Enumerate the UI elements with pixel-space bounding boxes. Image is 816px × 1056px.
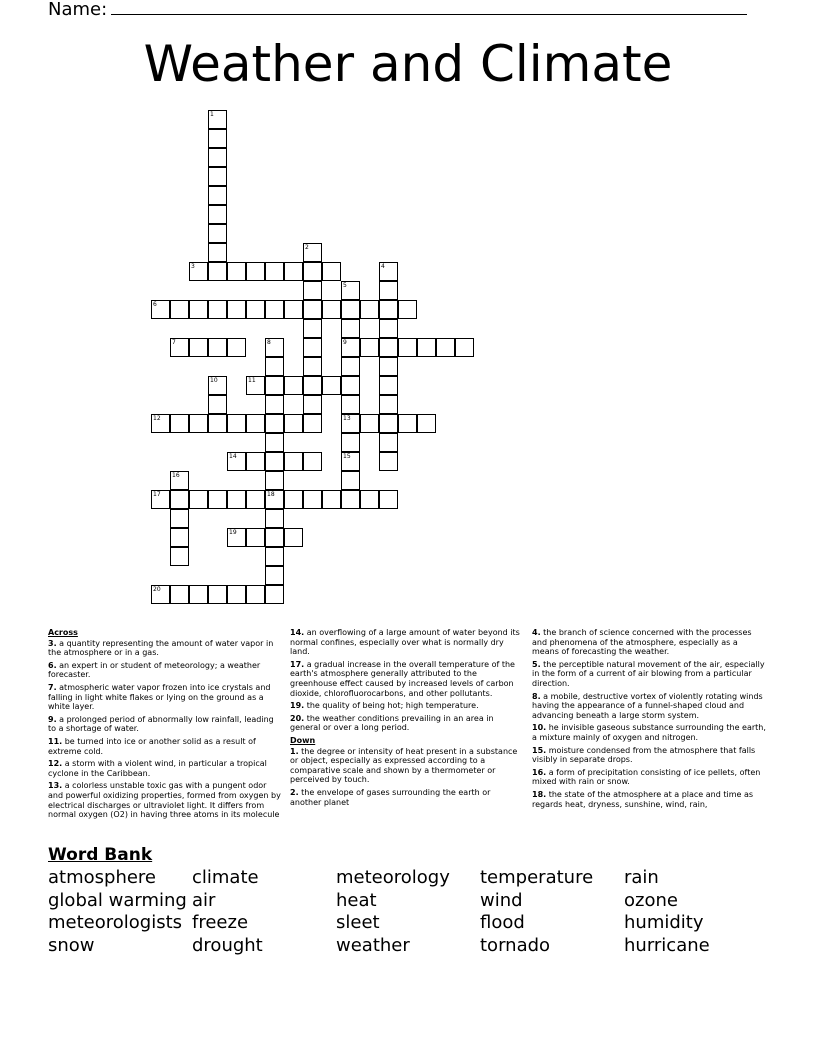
clue-number: 10 — [210, 377, 218, 384]
crossword-cell[interactable] — [208, 395, 227, 414]
crossword-cell[interactable] — [208, 376, 227, 395]
clue-across-19: 19. the quality of being hot; high temperature. — [290, 701, 479, 711]
crossword-cell[interactable] — [341, 357, 360, 376]
crossword-cell[interactable] — [379, 376, 398, 395]
word-bank — [48, 867, 778, 957]
clue-across-13: 13. a colorless unstable toxic gas with a pungent odor and powerful oxidizing properties, formed from oxygen by electrical discharges or ultraviolet light. It differs from normal oxygen (O2) in having three atoms in its molecule — [48, 781, 281, 820]
clue-number: 7 — [172, 339, 176, 346]
word-bank-item: tornado — [480, 934, 551, 956]
crossword-cell[interactable] — [341, 338, 360, 357]
crossword-cell[interactable] — [151, 585, 170, 604]
crossword-cell[interactable] — [265, 509, 284, 528]
crossword-cell[interactable] — [379, 338, 398, 357]
crossword-cell[interactable] — [265, 490, 284, 509]
down-heading: Down — [290, 735, 316, 745]
crossword-cell[interactable] — [246, 262, 265, 281]
crossword-cell[interactable] — [379, 262, 398, 281]
crossword-cell[interactable] — [227, 338, 246, 357]
clue-down-4: 4. the branch of science concerned with the processes and phenomena of the atmosphere, especially as a means of forecasting the weather. — [532, 628, 752, 657]
crossword-cell[interactable] — [151, 414, 170, 433]
crossword-cell[interactable] — [341, 376, 360, 395]
clue-number: 14 — [229, 453, 237, 460]
crossword-cell[interactable] — [208, 243, 227, 262]
name-field — [48, 0, 747, 20]
crossword-cell[interactable] — [303, 452, 322, 471]
crossword-cell[interactable] — [303, 338, 322, 357]
clue-down-8: 8. a mobile, destructive vortex of violently rotating winds having the appearance of a funnel-shaped cloud and advancing beneath a large storm system. — [532, 691, 763, 720]
crossword-cell[interactable] — [246, 528, 265, 547]
word-bank-item: meteorology — [336, 867, 450, 888]
crossword-cell[interactable] — [265, 338, 284, 357]
word-bank-item: sleet — [336, 912, 380, 933]
clue-number: 12 — [153, 415, 161, 422]
clue-down-15: 15. moisture condensed from the atmosphere that falls visibly in separate drops. — [532, 745, 756, 765]
clue-across-14: 14. an overflowing of a large amount of water beyond its normal confines, especially over what is normally dry land. — [290, 628, 520, 657]
crossword-cell[interactable] — [360, 490, 379, 509]
clue-down-1: 1. the degree or intensity of heat present in a substance or object, especially as expressed according to a comparative scale and shown by a thermometer or perceived by touch. — [290, 746, 518, 785]
word-bank-item: wind — [480, 889, 523, 911]
crossword-cell[interactable] — [265, 452, 284, 471]
crossword-cell[interactable] — [265, 300, 284, 319]
clue-down-2: 2. the envelope of gases surrounding the earth or another planet — [290, 787, 491, 807]
page-title: Weather and Climate — [143, 35, 673, 93]
clue-across-17: 17. a gradual increase in the overall temperature of the earth's atmosphere generally attributed to the greenhouse effect caused by increased levels of carbon dioxide, chlorofluorocarbons, and other pollutants. — [290, 659, 515, 698]
word-bank-item: heat — [336, 889, 377, 911]
crossword-cell[interactable] — [170, 509, 189, 528]
clues-column-2 — [290, 628, 524, 810]
crossword-cell[interactable] — [417, 338, 436, 357]
clue-number: 6 — [153, 301, 157, 308]
crossword-cell[interactable] — [341, 433, 360, 452]
crossword-cell[interactable] — [246, 490, 265, 509]
crossword-cell[interactable] — [341, 395, 360, 414]
word-bank-item: temperature — [480, 867, 594, 888]
crossword-cell[interactable] — [208, 186, 227, 205]
word-bank-title: Word Bank — [48, 845, 153, 865]
clues-column-3 — [532, 628, 766, 812]
crossword-cell[interactable] — [208, 585, 227, 604]
crossword-cell[interactable] — [303, 300, 322, 319]
crossword-cell[interactable] — [265, 471, 284, 490]
crossword-cell[interactable] — [170, 414, 189, 433]
crossword-cell[interactable] — [360, 300, 379, 319]
word-bank-item: hurricane — [624, 934, 710, 956]
crossword-cell[interactable] — [284, 490, 303, 509]
clue-number: 1 — [210, 111, 214, 118]
crossword-cell[interactable] — [265, 433, 284, 452]
crossword-cell[interactable] — [208, 490, 227, 509]
crossword-cell[interactable] — [189, 338, 208, 357]
crossword-cell[interactable] — [265, 414, 284, 433]
crossword-cell[interactable] — [227, 300, 246, 319]
crossword-cell[interactable] — [151, 300, 170, 319]
crossword-cell[interactable] — [265, 395, 284, 414]
word-bank-item: humidity — [624, 912, 704, 933]
crossword-cell[interactable] — [379, 490, 398, 509]
crossword-cell[interactable] — [436, 338, 455, 357]
crossword-cell[interactable] — [170, 490, 189, 509]
clue-across-20: 20. the weather conditions prevailing in an area in general or over a long period. — [290, 713, 494, 733]
crossword-cell[interactable] — [322, 490, 341, 509]
clue-number: 3 — [191, 263, 195, 270]
crossword-cell[interactable] — [246, 376, 265, 395]
clue-number: 19 — [229, 529, 237, 536]
crossword-cell[interactable] — [151, 490, 170, 509]
crossword-cell[interactable] — [398, 300, 417, 319]
crossword-cell[interactable] — [379, 281, 398, 300]
crossword-cell[interactable] — [189, 585, 208, 604]
clue-number: 4 — [381, 263, 385, 270]
crossword-cell[interactable] — [246, 585, 265, 604]
crossword-cell[interactable] — [227, 452, 246, 471]
name-line[interactable] — [111, 0, 747, 15]
clue-number: 11 — [248, 377, 256, 384]
crossword-cell[interactable] — [284, 300, 303, 319]
clue-number: 2 — [305, 244, 309, 251]
crossword-cell[interactable] — [341, 471, 360, 490]
crossword-cell[interactable] — [303, 395, 322, 414]
crossword-cell[interactable] — [170, 338, 189, 357]
clue-number: 13 — [343, 415, 351, 422]
crossword-cell[interactable] — [189, 262, 208, 281]
crossword-cell[interactable] — [303, 319, 322, 338]
crossword-cell[interactable] — [379, 395, 398, 414]
clue-across-3: 3. a quantity representing the amount of water vapor in the atmosphere or in a gas. — [48, 638, 274, 658]
crossword-cell[interactable] — [341, 319, 360, 338]
crossword-cell[interactable] — [341, 300, 360, 319]
clue-across-12: 12. a storm with a violent wind, in particular a tropical cyclone in the Caribbean. — [48, 759, 267, 778]
word-bank-item: ozone — [624, 889, 678, 911]
crossword-cell[interactable] — [189, 490, 208, 509]
clue-down-10: 10. he invisible gaseous substance surrounding the earth, a mixture mainly of oxygen and nitrogen. — [532, 723, 766, 742]
crossword-cell[interactable] — [208, 148, 227, 167]
word-bank-item: atmosphere — [48, 867, 156, 888]
crossword-cell[interactable] — [303, 414, 322, 433]
crossword-cell[interactable] — [170, 300, 189, 319]
crossword-cell[interactable] — [227, 528, 246, 547]
crossword-cell[interactable] — [208, 205, 227, 224]
crossword-cell[interactable] — [341, 452, 360, 471]
crossword-cell[interactable] — [170, 547, 189, 566]
across-heading: Across — [48, 628, 78, 637]
crossword-cell[interactable] — [265, 357, 284, 376]
crossword-cell[interactable] — [246, 452, 265, 471]
clue-across-9: 9. a prolonged period of abnormally low rainfall, leading to a shortage of water. — [48, 714, 274, 734]
crossword-cell[interactable] — [265, 566, 284, 585]
crossword-cell[interactable] — [208, 110, 227, 129]
word-bank-item: weather — [336, 934, 410, 956]
crossword-cell[interactable] — [341, 281, 360, 300]
word-bank-item: global warming — [48, 889, 187, 911]
crossword-cell[interactable] — [322, 262, 341, 281]
crossword-cell[interactable] — [417, 414, 436, 433]
crossword-cell[interactable] — [189, 414, 208, 433]
crossword-cell[interactable] — [398, 414, 417, 433]
crossword-cell[interactable] — [303, 243, 322, 262]
crossword-cell[interactable] — [341, 490, 360, 509]
crossword-cell[interactable] — [227, 414, 246, 433]
clue-down-18: 18. the state of the atmosphere at a place and time as regards heat, dryness, sunshine, wind, rain, — [532, 789, 754, 809]
clue-down-5: 5. the perceptible natural movement of the air, especially in the form of a current of air blowing from a particular direction. — [532, 659, 765, 688]
crossword-cell[interactable] — [322, 376, 341, 395]
crossword-cell[interactable] — [379, 319, 398, 338]
crossword-cell[interactable] — [284, 414, 303, 433]
clue-across-11: 11. be turned into ice or another solid as a result of extreme cold. — [48, 736, 256, 756]
clue-number: 18 — [267, 491, 275, 498]
clue-number: 17 — [153, 491, 161, 498]
crossword-cell[interactable] — [170, 471, 189, 490]
crossword-cell[interactable] — [208, 414, 227, 433]
clue-number: 5 — [343, 282, 347, 289]
crossword-cell[interactable] — [246, 414, 265, 433]
crossword-cell[interactable] — [341, 414, 360, 433]
crossword-cell[interactable] — [227, 585, 246, 604]
crossword-cell[interactable] — [379, 433, 398, 452]
crossword-cell[interactable] — [208, 129, 227, 148]
crossword-cell[interactable] — [265, 376, 284, 395]
word-bank-item: freeze — [192, 912, 249, 933]
crossword-cell[interactable] — [379, 452, 398, 471]
crossword-cell[interactable] — [360, 338, 379, 357]
crossword-cell[interactable] — [208, 300, 227, 319]
crossword-cell[interactable] — [284, 262, 303, 281]
crossword-cell[interactable] — [398, 338, 417, 357]
clue-number: 20 — [153, 586, 161, 593]
crossword-cell[interactable] — [360, 414, 379, 433]
crossword-cell[interactable] — [170, 585, 189, 604]
clue-down-16: 16. a form of precipitation consisting of ice pellets, often mixed with rain or snow. — [532, 767, 761, 787]
crossword-cell[interactable] — [284, 452, 303, 471]
crossword-cell[interactable] — [208, 167, 227, 186]
crossword-cell[interactable] — [170, 528, 189, 547]
crossword-cell[interactable] — [303, 376, 322, 395]
clue-number: 16 — [172, 472, 180, 479]
crossword-cell[interactable] — [246, 300, 265, 319]
clue-number: 15 — [343, 453, 351, 460]
clues-column-1 — [48, 628, 282, 823]
clue-number: 9 — [343, 339, 347, 346]
clue-across-6: 6. an expert in or student of meteorology; a weather forecaster. — [48, 660, 261, 680]
crossword-cell[interactable] — [189, 300, 208, 319]
crossword-cell[interactable] — [303, 357, 322, 376]
crossword-cell[interactable] — [208, 224, 227, 243]
word-bank-item: snow — [48, 934, 95, 956]
clue-number: 8 — [267, 339, 271, 346]
crossword-cell[interactable] — [379, 414, 398, 433]
crossword-cell[interactable] — [227, 490, 246, 509]
crossword-cell[interactable] — [265, 262, 284, 281]
crossword-cell[interactable] — [227, 262, 246, 281]
crossword-cell[interactable] — [265, 585, 284, 604]
crossword-cell[interactable] — [379, 300, 398, 319]
crossword-cell[interactable] — [303, 281, 322, 300]
crossword-cell[interactable] — [208, 338, 227, 357]
word-bank-item: meteorologists — [48, 912, 183, 933]
crossword-cell[interactable] — [379, 357, 398, 376]
name-label: Name: — [48, 0, 108, 20]
word-bank-item: air — [192, 889, 216, 911]
crossword-cell[interactable] — [284, 376, 303, 395]
crossword-cell[interactable] — [208, 262, 227, 281]
crossword-cell[interactable] — [284, 528, 303, 547]
crossword-cell[interactable] — [455, 338, 474, 357]
crossword-cell[interactable] — [322, 300, 341, 319]
word-bank-item: climate — [192, 867, 259, 888]
word-bank-item: drought — [192, 934, 263, 956]
crossword-cell[interactable] — [265, 547, 284, 566]
crossword-cell[interactable] — [303, 490, 322, 509]
word-bank-item: flood — [480, 912, 525, 933]
crossword-cell[interactable] — [265, 528, 284, 547]
word-bank-item: rain — [624, 867, 659, 888]
crossword-cell[interactable] — [303, 262, 322, 281]
clue-across-7: 7. atmospheric water vapor frozen into ice crystals and falling in light white flakes or lying on the ground as a white layer. — [48, 682, 271, 712]
